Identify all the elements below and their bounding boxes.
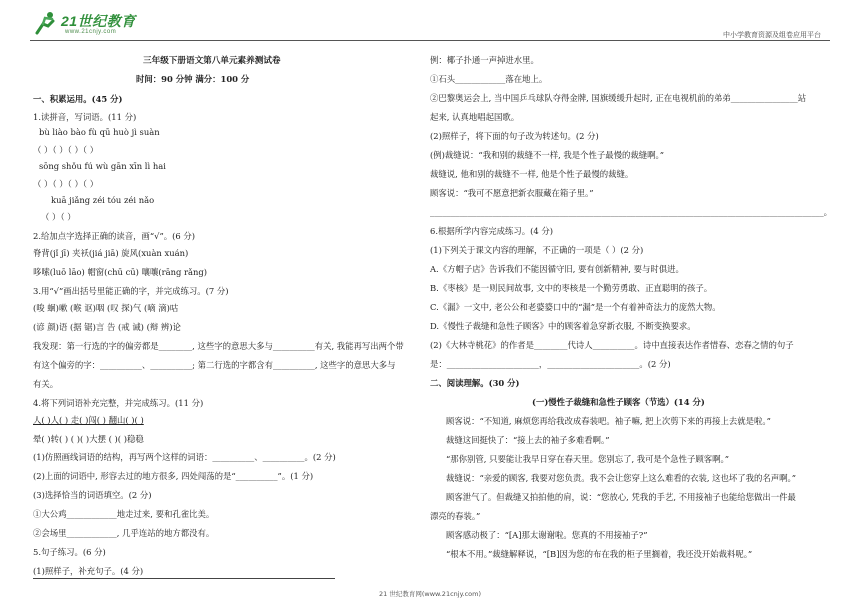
left-text-line: 人( )人( ) 走( )闯( ) 翻山( )( ) (33, 415, 144, 425)
left-text-line: （ ）（ ） (41, 212, 76, 222)
right-text-line: 顾客感动极了：“[A]那太谢谢啦。您真的不用接袖子?” (446, 530, 648, 540)
left-text-line: 1.读拼音，写词语。(11 分) (33, 112, 137, 122)
right-text-line: A.《方帽子店》告诉我们不能因循守旧, 要有创新精神, 要与时俱进。 (430, 264, 684, 274)
left-answer-line (33, 578, 335, 579)
right-text-line: (一)慢性子裁缝和急性子顾客（节选）(14 分) (532, 397, 705, 407)
left-text-line: kuā jiǎng zéi tóu zéi nǎo (51, 195, 155, 205)
left-text-line: (1)照样子，补充句子。(4 分) (33, 566, 144, 576)
right-text-line: 顾客说：“不知道, 麻烦您再给我改成春装吧。袖子嘛, 把上次剪下来的再接上去就是啦。” (446, 416, 771, 426)
left-text-line: bù liào bào fù qū huò jì suàn (39, 127, 160, 137)
right-text-line: 6.根据所学内容完成练习。(4 分) (430, 226, 554, 236)
logo-site: www.21cnjy.com (65, 29, 117, 35)
right-text-line: 起来, 认真地唱起国歌。 (430, 112, 520, 122)
right-text-line: (2)《大林寺桃花》的作者是________代诗人__________。诗中直接表达作者惜春、恋春之情的句子 (430, 340, 794, 350)
left-text-line: (2)上面的词语中, 形容去过的地方很多, 四处闯荡的是“__________”。(1 分) (33, 471, 314, 481)
left-text-line: 有这个偏旁的字：__________、__________; 第二行选的字都含有__________, 这些字的意思大多与 (33, 360, 396, 370)
runner-logo-icon (33, 11, 59, 35)
right-text-line: C.《漏》一文中, 老公公和老婆婆口中的“漏”是一个有着神奇法力的庞然大物。 (430, 302, 721, 312)
right-text-line: (1)下列关于课文内容的理解，不正确的一项是（ ）(2 分) (430, 245, 644, 255)
left-text-line: 我发现：第一行选的字的偏旁都是________, 这些字的意思大多与__________有关, 我能再写出两个带 (33, 341, 404, 351)
right-text-line: 顾客泄气了。但裁缝又拍拍他的肩，说：“您放心, 凭我的手艺, 不用接袖子也能给您做出一件最 (446, 492, 796, 502)
right-text-line: (2)照样子，将下面的句子改为转述句。(2 分) (430, 131, 599, 141)
right-text-line: (例)裁缝说：“我和别的裁缝不一样, 我是个性子最慢的裁缝啊。” (430, 150, 664, 160)
logo-brand: 21世纪教育 (61, 13, 136, 29)
left-text-line: (1)仿照画线词语的结构，再写两个这样的词语：__________、__________。(2 分) (33, 452, 336, 462)
left-text-line: 4.将下列词语补充完整，并完成练习。(11 分) (33, 398, 204, 408)
right-text-line: ______________________________________________________________________________________________。 (430, 207, 832, 217)
right-text-line: “根本不用。”裁缝解释说，“[B]因为您的布在我的柜子里搁着，我还没开始裁料呢。” (446, 549, 753, 559)
left-text-line: 时间：90 分钟 满分：100 分 (136, 74, 250, 84)
right-text-line: 裁缝说, 他和别的裁缝不一样, 他是个性子最慢的裁缝。 (430, 169, 634, 179)
right-text-line: 二、阅读理解。(30 分) (430, 378, 520, 388)
right-text-line: 漂亮的春装。” (430, 511, 481, 521)
left-text-line: ②会场里____________, 几乎连站的地方都没有。 (33, 528, 215, 538)
left-text-line: 三年级下册语文第八单元素养测试卷 (143, 56, 281, 66)
right-text-line: 裁缝说：“亲爱的顾客, 我要对您负责。我不会让您穿上这么难看的衣装, 这也坏了我的名声啊。” (446, 473, 797, 483)
left-text-line: 2.给加点字选择正确的读音，画“√”。(6 分) (33, 231, 196, 241)
header-divider (30, 40, 830, 41)
right-text-line: 是：______________________，______________________。(2 分) (430, 359, 671, 369)
left-text-line: (3)选择恰当的词语填空。(2 分) (33, 490, 152, 500)
left-text-line: (谚 颜)语 (据 锯)言 告 (戒 诫) (辩 辨)论 (33, 322, 181, 332)
left-text-line: 3.用“√”画出括号里能正确的字，并完成练习。(7 分) (33, 286, 229, 296)
left-text-line: （ ）（ ）（ ）（ ） (33, 179, 99, 189)
footer: 21 世纪教育网(www.21cnjy.com) (379, 590, 481, 598)
left-text-line: (唆 蛔)嗽 (喉 讴)咽 (叹 探)气 (嘀 滴)咕 (33, 303, 179, 313)
left-text-line: 有关。 (33, 379, 59, 389)
right-text-line: 顾客说：“我可不愿意把新衣服藏在箱子里。” (430, 188, 594, 198)
left-text-line: （ ）（ ）（ ）（ ） (33, 145, 99, 155)
right-text-line: B.《枣核》是一则民间故事, 文中的枣核是一个勤劳勇敢、正直聪明的孩子。 (430, 283, 713, 293)
left-text-line: 晕( )转( ) ( )( )大摆 ( )( )稳稳 (33, 434, 144, 444)
left-text-line: 5.句子练习。(6 分) (33, 547, 106, 557)
platform-name: 中小学教育资源及组卷应用平台 (723, 31, 821, 39)
right-text-line: ②巴黎奥运会上, 当中国乒乓球队夺得金牌, 国旗缓缓升起时, 正在电视机前的弟弟________________站 (430, 93, 807, 103)
right-text-line: 裁缝这回挺快了：“接上去的袖子多难看啊。” (446, 435, 610, 445)
left-text-line: 一、积累运用。(45 分) (33, 94, 123, 104)
left-text-line: 哆嗦(luō lāo) 帽窗(chū cū) 嚷嚷(rāng rǎng) (33, 267, 208, 277)
logo (33, 9, 143, 39)
right-text-line: “那你别管, 只要能让我早日穿在春天里。您别忘了, 我可是个急性子顾客啊。” (446, 454, 730, 464)
right-text-line: D.《慢性子裁缝和急性子顾客》中的顾客着急穿新衣服, 不断变换要求。 (430, 321, 696, 331)
left-text-line: sōng shǒu fú wù gān xīn lì hai (39, 161, 166, 171)
right-text-line: 例：椰子扑通一声掉进水里。 (430, 55, 539, 65)
left-text-line: 脊背(jǐ jī) 夹袄(jiá jiā) 旋风(xuàn xuán) (33, 248, 189, 258)
left-text-line: ①大公鸡____________地走过来, 要和孔雀比美。 (33, 509, 215, 519)
right-text-line: ①石头____________落在地上。 (430, 74, 548, 84)
